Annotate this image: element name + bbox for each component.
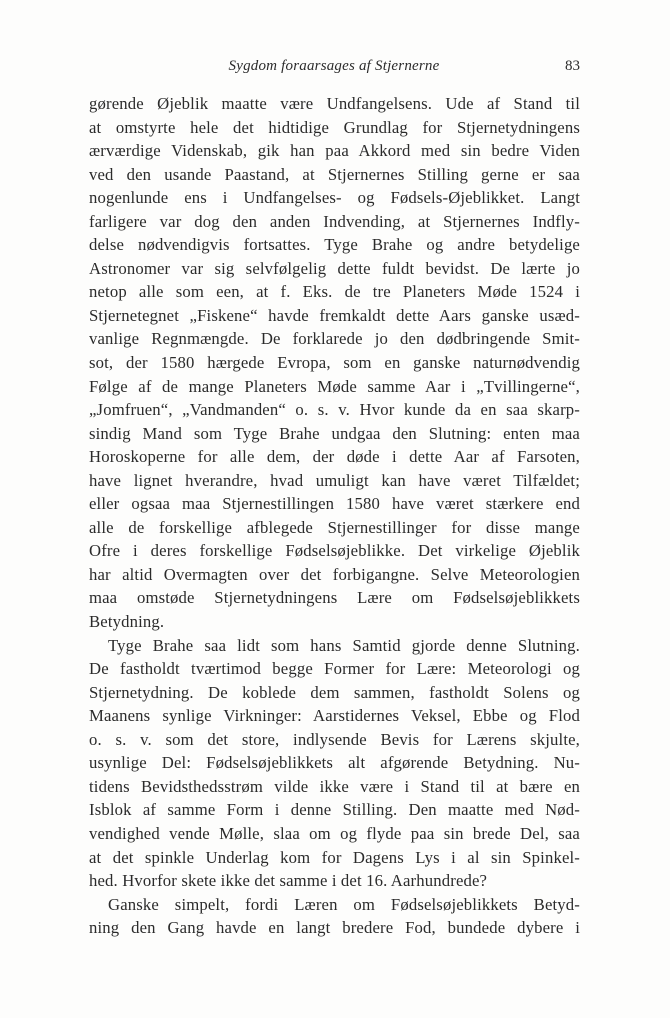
text-line: sot, der 1580 hærgede Evropa, som en ganske naturnødvendig (89, 353, 580, 373)
text-line: De fastholdt tværtimod begge Former for Lære: Meteorologi og (89, 659, 580, 679)
paragraph-3 (89, 893, 580, 940)
text-line: gørende Øjeblik maatte være Undfangelsens. Ude af Stand til (89, 94, 580, 113)
running-title: Sygdom foraarsages af Stjernerne (228, 58, 440, 74)
text-line: at det spinkle Underlag kom for Dagens Lys i al sin Spinkel- (89, 847, 580, 867)
text-line: har altid Overmagten over det forbigangne. Selve Meteorologien (89, 564, 580, 584)
text-line: sindig Mand som Tyge Brahe undgaa den Slutning: enten maa (89, 423, 580, 443)
text-line: Astronomer var sig selvfølgelig dette fuldt bevidst. De lærte jo (89, 258, 580, 278)
text-line: Betydning. (89, 612, 165, 632)
text-line: farligere var dog den anden Indvending, at Stjernernes Indfly- (89, 211, 580, 231)
text-line: vanlige Regnmængde. De forklarede jo den dødbringende Smit- (89, 329, 580, 349)
text-line: at omstyrte hele det hidtidige Grundlag for Stjernetydningens (89, 117, 580, 137)
text-line: Følge af de mange Planeters Møde samme Aar i „Tvillingerne“, (89, 376, 580, 396)
text-line: Ofre i deres forskellige Fødselsøjeblikke. Det virkelige Øjeblik (89, 541, 580, 561)
text-line: alle de forskellige afblegede Stjernestillinger for disse mange (89, 517, 580, 537)
text-line: nogenlunde ens i Undfangelses- og Fødsels-Øjeblikket. Langt (89, 188, 580, 208)
running-head (88, 58, 580, 80)
text-line: Horoskoperne for alle dem, der døde i dette Aar af Farsoten, (89, 447, 580, 467)
text-line: Isblok af samme Form i denne Stilling. Den maatte med Nød- (89, 800, 580, 820)
text-line: usynlige Del: Fødselsøjeblikkets alt afgørende Betydning. Nu- (89, 753, 580, 773)
text-line: ved den usande Paastand, at Stjernernes Stilling gerne er saa (89, 164, 580, 184)
page-number: 83 (565, 58, 580, 74)
text-line: delse nødvendigvis fortsattes. Tyge Brahe og andre betydelige (89, 235, 580, 255)
text-line: vendighed vende Mølle, slaa om og flyde paa sin brede Del, saa (89, 823, 580, 843)
text-line: Stjernetegnet „Fiskene“ havde fremkaldt dette Aars ganske usæd- (89, 305, 580, 325)
text-line: Maanens synlige Virkninger: Aarstidernes Veksel, Ebbe og Flod (89, 706, 580, 726)
text-line: tidens Bevidsthedsstrøm vilde ikke være i Stand til at bære en (89, 776, 580, 796)
text-line: „Jomfruen“, „Vandmanden“ o. s. v. Hvor kunde da en saa skarp- (89, 400, 580, 420)
text-line: have lignet hverandre, hvad umuligt kan have været Tilfældet; (89, 470, 580, 490)
text-line: ærværdige Videnskab, gik han paa Akkord med sin bedre Viden (89, 141, 580, 161)
text-line: ning den Gang havde en langt bredere Fod, bundede dybere i (89, 918, 580, 938)
text-line: maa omstøde Stjernetydningens Lære om Fødselsøjeblikkets (89, 588, 580, 608)
text-line: Stjernetydning. De koblede dem sammen, fastholdt Solens og (89, 682, 580, 702)
paragraph-1 (89, 92, 580, 634)
paragraph-2 (89, 634, 580, 893)
text-line: o. s. v. som det store, indlysende Bevis for Lærens skjulte, (89, 729, 580, 749)
text-line: eller ogsaa maa Stjernestillingen 1580 have været stærkere end (89, 494, 580, 514)
text-line: Ganske simpelt, fordi Læren om Fødselsøjeblikkets Betyd- (108, 894, 580, 914)
body-text (89, 92, 580, 940)
text-line: hed. Hvorfor skete ikke det samme i det 16. Aarhundrede? (89, 871, 488, 891)
text-line: netop alle som een, at f. Eks. de tre Planeters Møde 1524 i (89, 282, 580, 302)
text-line: Tyge Brahe saa lidt som hans Samtid gjorde denne Slutning. (108, 635, 580, 655)
